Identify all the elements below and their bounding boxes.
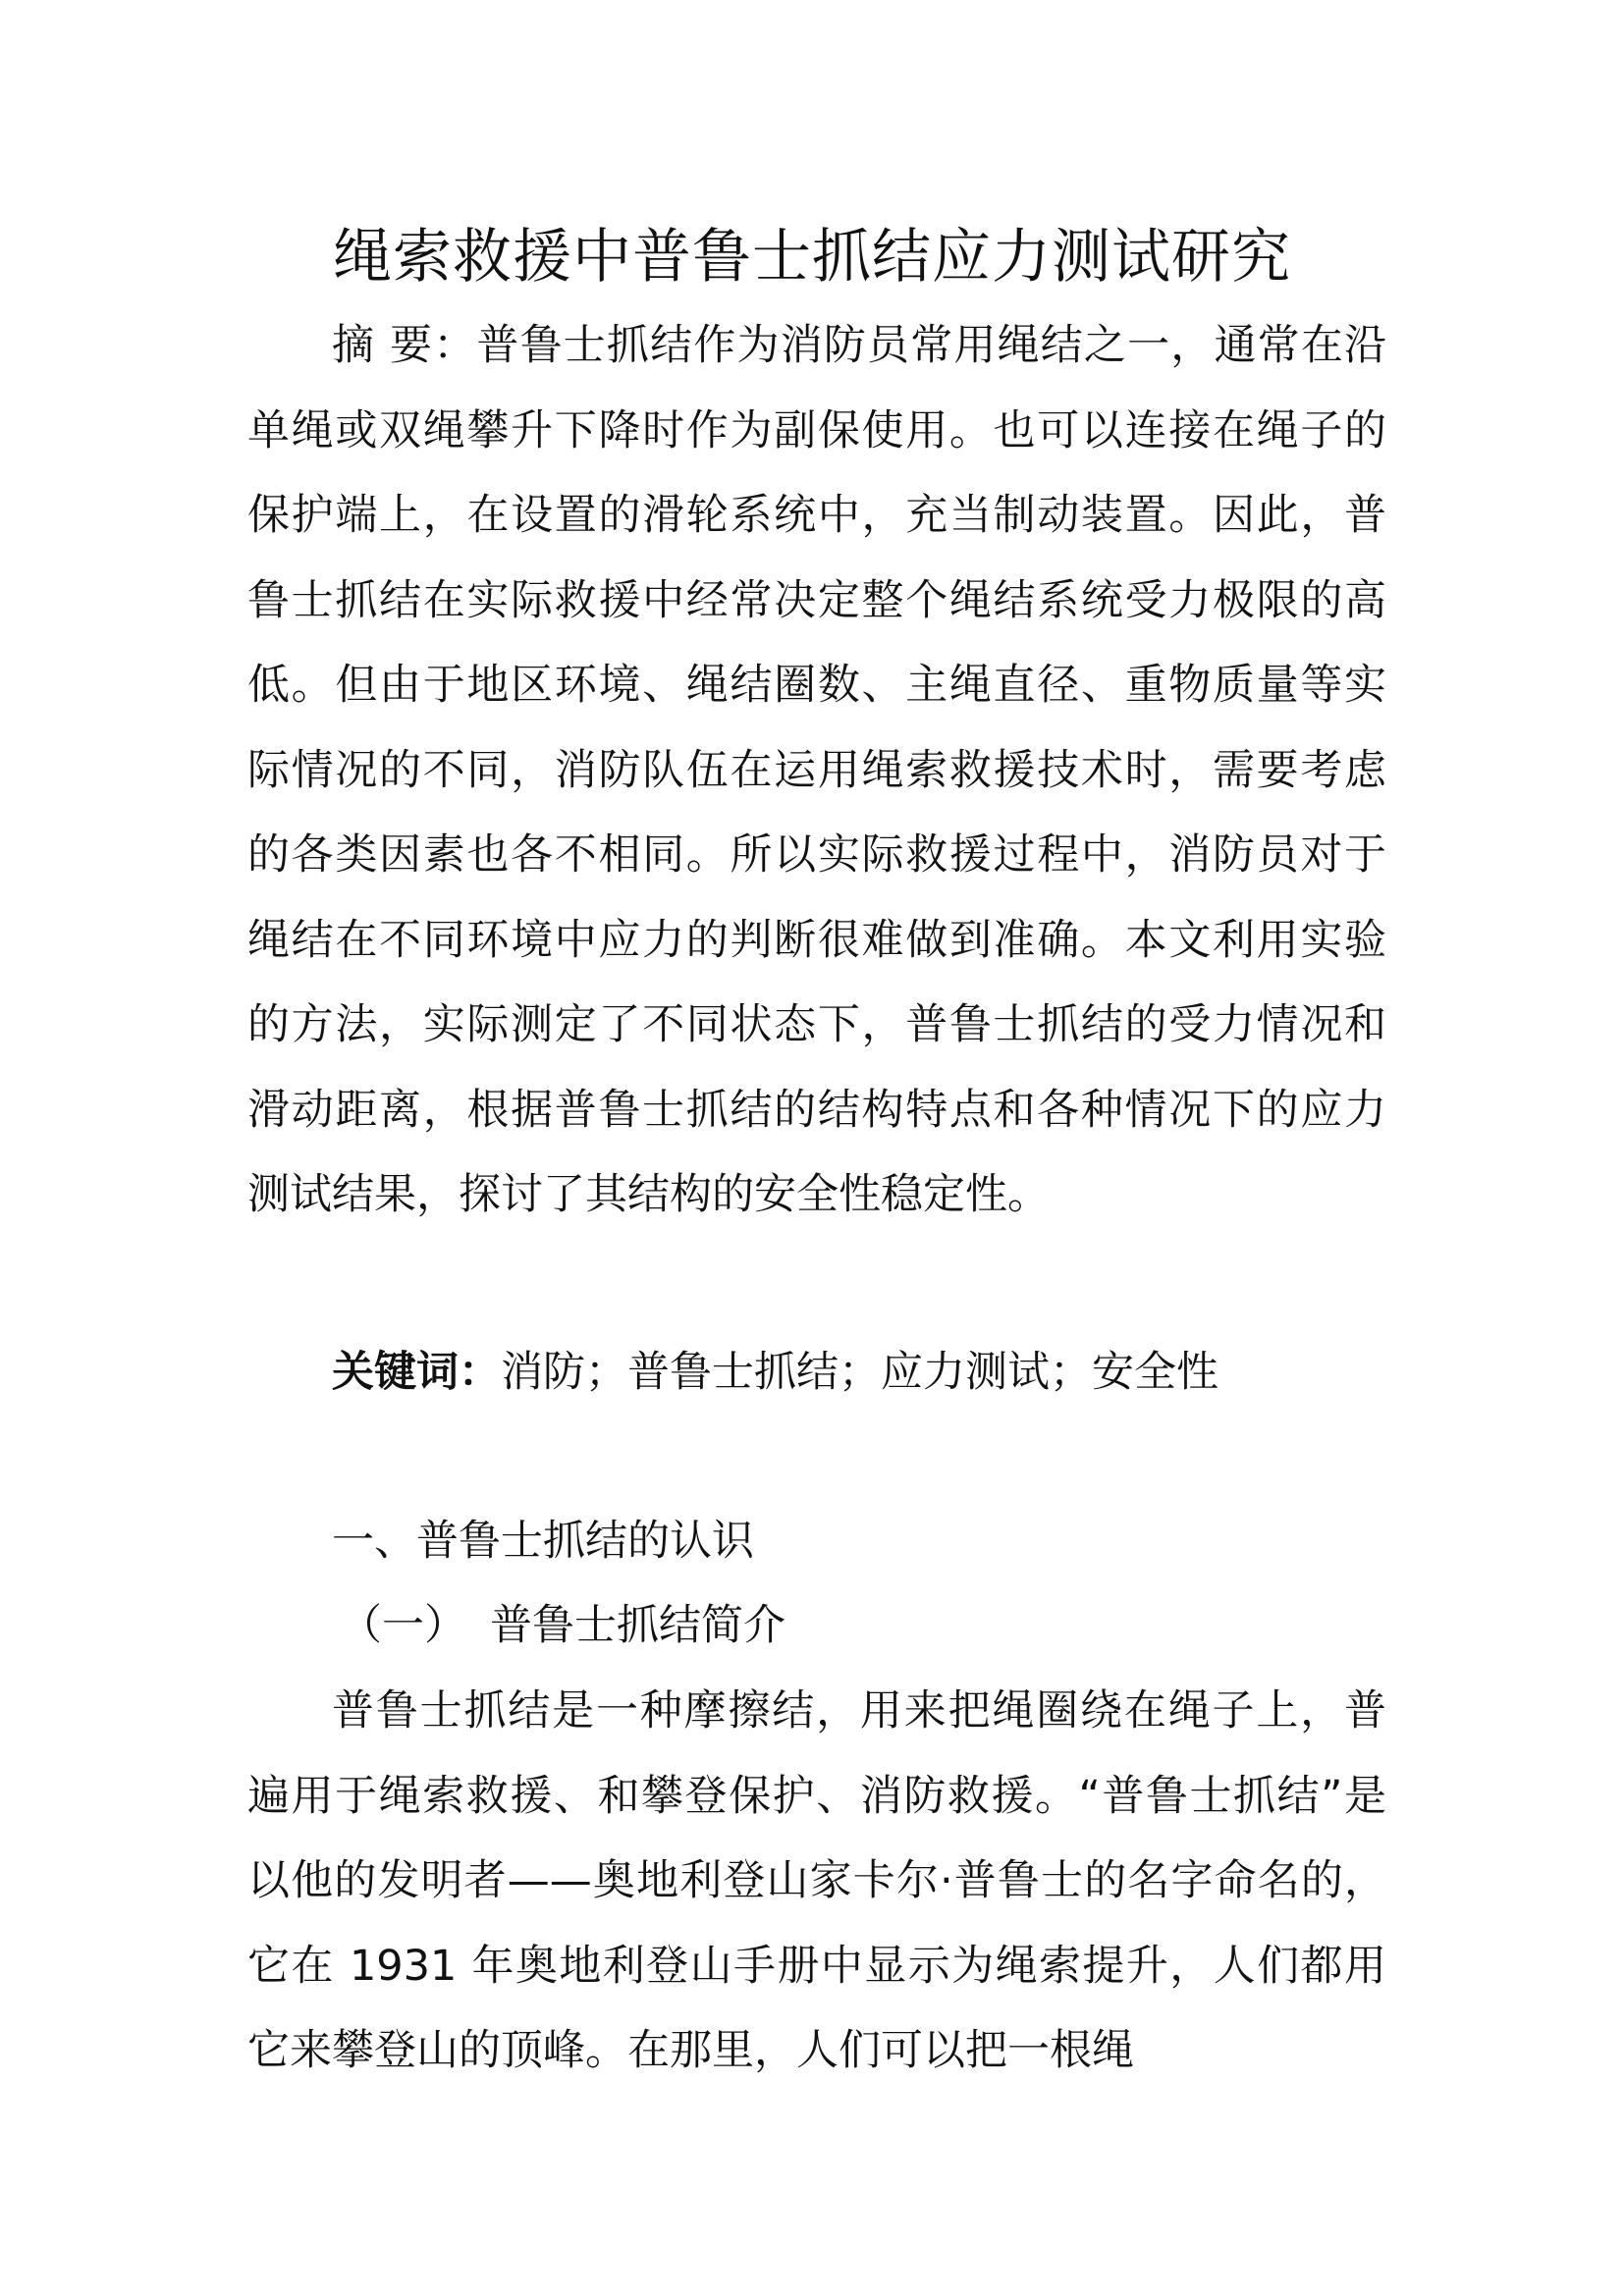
abstract-label: 摘 要： — [332, 321, 477, 370]
abstract-text: 普鲁士抓结作为消防员常用绳结之一，通常在沿单绳或双绳攀升下降时作为副保使用。也可以连接在绳子的保护端上，在设置的滑轮系统中，充当制动装置。因此，普鲁士抓结在实际救援中经常决定整个绳结系统受力极限的高低。但由于地区环境、绳结圈数、主绳直径、重物质量等实际情况的不同，消防队伍在运用绳索救援技术时，需要考虑的各类因素也各不相同。所以实际救援过程中，消防员对于绳结在不同环境中应力的判断很难做到准确。本文利用实验的方法，实际测定了不同状态下，普鲁士抓结的受力情况和滑动距离，根据普鲁士抓结的结构特点和各种情况下的应力测试结果，探讨了其结构的安全性稳定性。 — [247, 321, 1386, 1219]
document-title: 绳索救援中普鲁士抓结应力测试研究 — [333, 223, 1291, 292]
keywords-text: 消防；普鲁士抓结；应力测试；安全性 — [501, 1348, 1218, 1397]
body-paragraph: 普鲁士抓结是一种摩擦结，用来把绳圈绕在绳子上，普遍用于绳索救援、和攀登保护、消防救援。“普鲁士抓结”是以他的发明者——奥地利登山家卡尔·普鲁士的名字命名的，它在 1931 年奥地利登山手册中显示为绳索提升，人们都用它来攀登山的顶峰。在那里，人们可以把一根绳 — [247, 1686, 1386, 2075]
subsection-title: 普鲁士抓结简介 — [490, 1601, 785, 1650]
keywords-paragraph — [247, 1330, 1386, 1415]
subsection-number: （一） — [340, 1601, 466, 1650]
keywords-label: 关键词： — [332, 1348, 501, 1397]
section-heading: 一、普鲁士抓结的认识 — [332, 1517, 754, 1566]
abstract-paragraph — [247, 303, 1386, 1238]
subsection-heading — [340, 1583, 785, 1668]
